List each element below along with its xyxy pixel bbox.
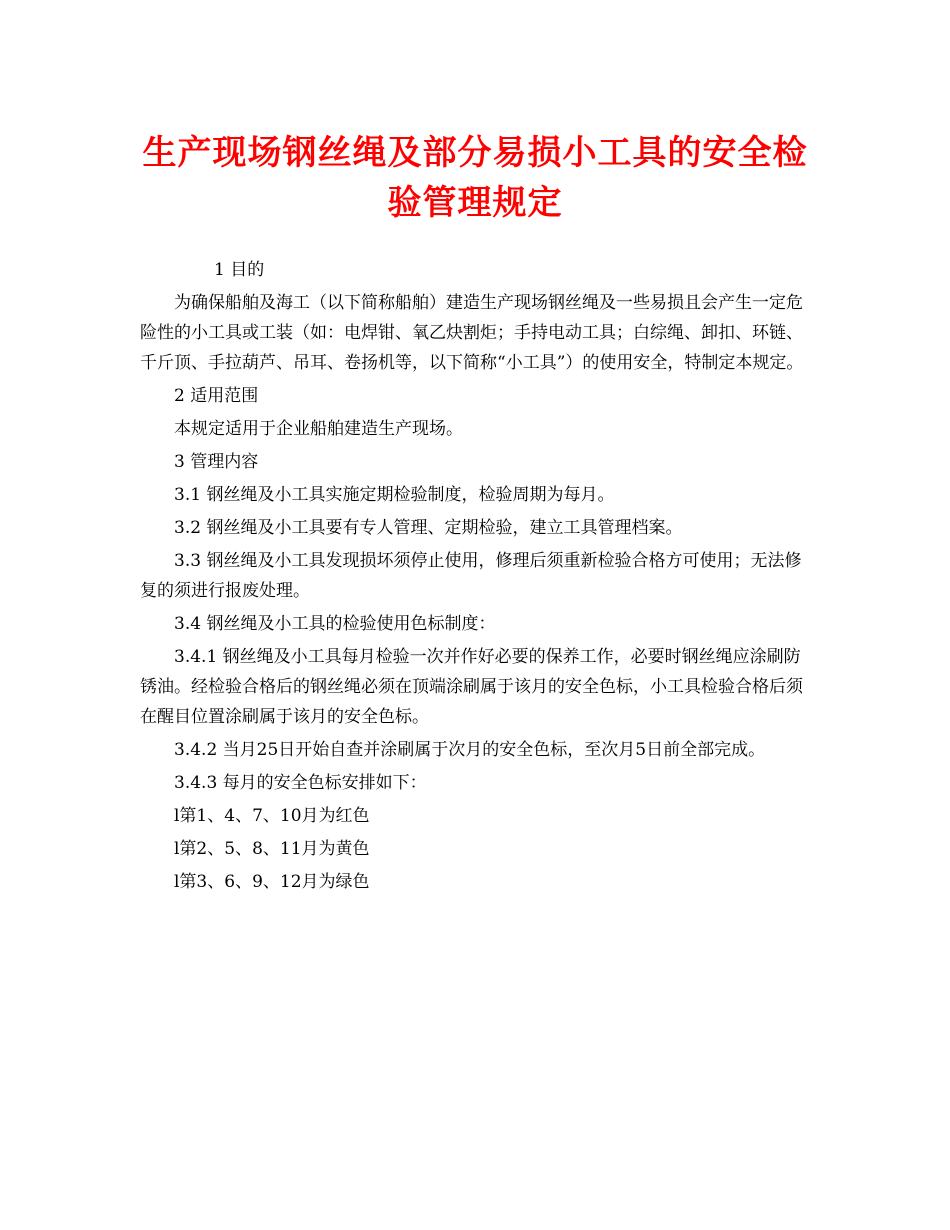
paragraph-3-4: 3.4 钢丝绳及小工具的检验使用色标制度：	[174, 614, 496, 634]
title-line-1: 生产现场钢丝绳及部分易损小工具的安全检	[142, 133, 808, 173]
section-heading-purpose: 1 目的	[214, 260, 265, 280]
list-item: l第2、5、8、11月为黄色	[174, 839, 370, 859]
document-title	[130, 128, 820, 228]
paragraph-3-2: 3.2 钢丝绳及小工具要有专人管理、定期检验，建立工具管理档案。	[174, 518, 683, 538]
paragraph-3-3: 3.3 钢丝绳及小工具发现损坏须停止使用，修理后须重新检验合格方可使用；无法修复的须进行报废处理。	[140, 551, 802, 601]
paragraph-purpose: 为确保船舶及海工（以下简称船舶）建造生产现场钢丝绳及一些易损且会产生一定危险性的小工具或工装（如：电焊钳、氧乙炔割炬；手持电动工具；白综绳、卸扣、环链、千斤顶、手拉葫芦、吊耳、卷扬机等，以下简称“小工具”）的使用安全，特制定本规定。	[140, 293, 804, 373]
section-heading-scope: 2 适用范围	[174, 386, 259, 406]
section-heading-management: 3 管理内容	[174, 452, 259, 472]
paragraph-3-4-3: 3.4.3 每月的安全色标安排如下：	[174, 773, 427, 793]
paragraph-3-4-1: 3.4.1 钢丝绳及小工具每月检验一次并作好必要的保养工作，必要时钢丝绳应涂刷防锈油。经检验合格后的钢丝绳必须在顶端涂刷属于该月的安全色标，小工具检验合格后须在醒目位置涂刷属于该月的安全色标。	[140, 647, 803, 727]
list-item: l第1、4、7、10月为红色	[174, 806, 370, 826]
list-item: l第3、6、9、12月为绿色	[174, 872, 370, 892]
paragraph-3-4-2: 3.4.2 当月25日开始自查并涂刷属于次月的安全色标，至次月5日前全部完成。	[174, 740, 766, 760]
paragraph-3-1: 3.1 钢丝绳及小工具实施定期检验制度，检验周期为每月。	[174, 485, 615, 505]
document-body	[140, 255, 815, 900]
title-line-2: 验管理规定	[387, 183, 563, 223]
paragraph-scope: 本规定适用于企业船舶建造生产现场。	[174, 419, 463, 439]
